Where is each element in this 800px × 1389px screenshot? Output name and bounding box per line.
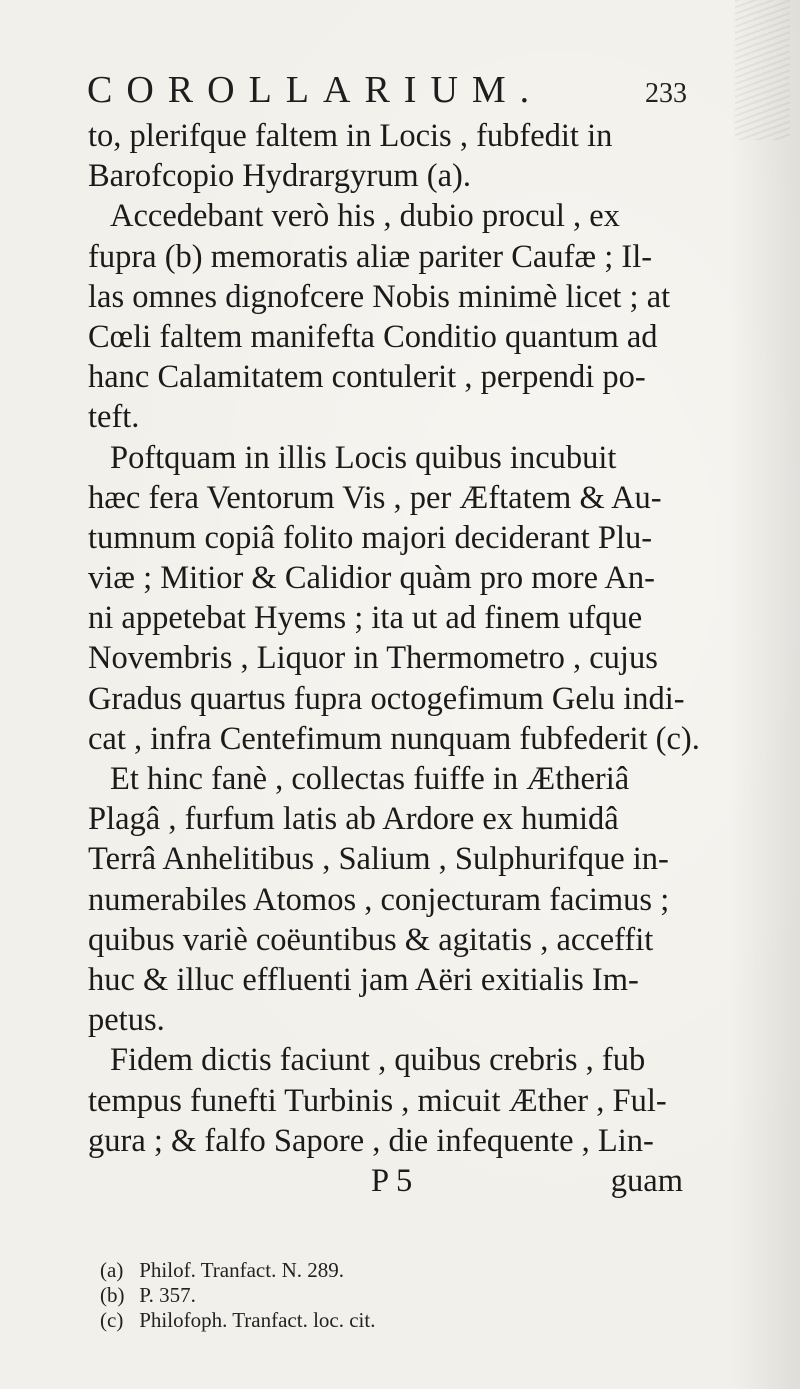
text-line: hanc Calamitatem contulerit , perpendi po- [88, 359, 646, 396]
text-line: Cœli faltem manifefta Conditio quantum ad [88, 318, 658, 355]
text-line: Et hinc fanè , collectas fuiffe in Ætheriâ [110, 761, 630, 797]
running-title: COROLLARIUM. [87, 69, 544, 111]
text-line: numerabiles Atomos , conjecturam facimus ; [88, 881, 670, 918]
footnotes [100, 1258, 660, 1333]
text-line: Accedebant verò his , dubio procul , ex [110, 198, 620, 235]
text-line: viæ ; Mitior & Calidior quàm pro more An- [88, 560, 655, 597]
body-text [88, 116, 703, 1201]
text-line: Terrâ Anhelitibus , Salium , Sulphurifque in- [88, 841, 669, 878]
footnote-text: P. 357. [139, 1283, 196, 1307]
footnote [100, 1258, 660, 1283]
text-line: quibus variè coëuntibus & agitatis , acceffit [88, 921, 654, 958]
page-header [87, 68, 687, 118]
page-edge-shadow [730, 0, 800, 1389]
page-number: 233 [645, 78, 687, 109]
footnote-text: Philof. Tranfact. N. 289. [139, 1258, 344, 1282]
text-line: cat , infra Centefimum nunquam fubfederit (c). [88, 720, 700, 757]
text-line: Poftquam in illis Locis quibus incubuit [110, 439, 617, 476]
footnote-mark: (c) [100, 1308, 124, 1332]
text-line: hæc fera Ventorum Vis , per Æftatem & Au- [88, 479, 662, 516]
signature-line [88, 1161, 703, 1201]
text-line: Barofcopio Hydrargyrum (a). [88, 158, 471, 195]
text-line: fupra (b) memoratis aliæ pariter Caufæ ; Il- [88, 238, 653, 275]
text-line: huc & illuc effluenti jam Aëri exitialis Im- [88, 961, 639, 998]
torn-corner [735, 0, 790, 140]
text-line: to, plerifque faltem in Locis , fubfedit in [88, 118, 613, 154]
text-line: Fidem dictis faciunt , quibus crebris , fub [110, 1042, 646, 1079]
footnote [100, 1308, 660, 1333]
text-line: Gradus quartus fupra octogefimum Gelu indi- [88, 680, 685, 717]
text-line: Novembris , Liquor in Thermometro , cujus [88, 640, 658, 677]
footnote-mark: (a) [100, 1258, 124, 1282]
signature-mark: P 5 [371, 1162, 413, 1199]
text-line: teft. [88, 399, 140, 436]
footnote-text: Philofoph. Tranfact. loc. cit. [139, 1308, 376, 1332]
text-line: tempus funefti Turbinis , micuit Æther , Ful- [88, 1082, 667, 1119]
text-line: gura ; & falfo Sapore , die infequente , Lin- [88, 1122, 654, 1159]
footnote [100, 1283, 660, 1308]
text-line: petus. [88, 1002, 165, 1039]
text-line: ni appetebat Hyems ; ita ut ad finem ufque [88, 600, 643, 637]
footnote-mark: (b) [100, 1283, 125, 1307]
text-line: tumnum copiâ folito majori deciderant Plu- [88, 519, 653, 556]
text-line: Plagâ , furfum latis ab Ardore ex humidâ [88, 801, 619, 838]
text-line: las omnes dignofcere Nobis minimè licet ; at [88, 278, 671, 315]
catchword: guam [610, 1162, 683, 1199]
